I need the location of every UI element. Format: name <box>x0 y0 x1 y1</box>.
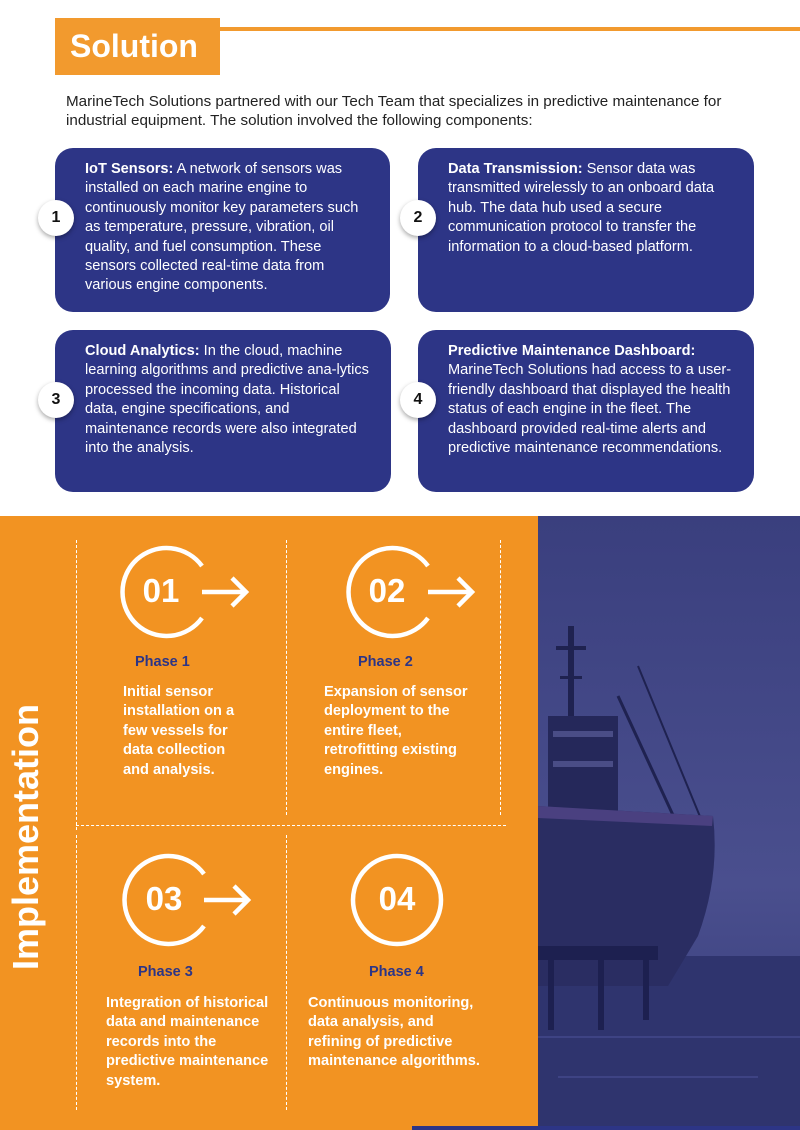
phase-number: 04 <box>378 880 416 917</box>
header-rule <box>210 27 800 31</box>
component-title: IoT Sensors: <box>85 161 174 177</box>
divider <box>76 540 77 830</box>
ship-photo <box>538 516 800 1130</box>
divider <box>286 835 287 1110</box>
phase-label: Phase 2 <box>358 654 413 670</box>
divider <box>76 825 506 826</box>
phase-number: 01 <box>142 572 180 609</box>
phase-description: Expansion of sensor deployment to the entire fleet, retrofitting existing engines. <box>324 684 468 778</box>
phase-description: Continuous monitoring, data analysis, and refining of predictive maintenance algorithms. <box>308 995 480 1070</box>
divider <box>500 540 501 815</box>
implementation-title-text: Implementation <box>5 703 46 970</box>
component-text: A network of sensors was installed on each marine engine to continuously monitor key parameters such as temperature, pressure, vibration, oil quality, and fuel consumption. These sensors collected real-time data from various engine components. <box>85 161 359 294</box>
component-text: MarineTech Solutions had access to a user-friendly dashboard that displayed the health status of each engine in the fleet. The dashboard provided real-time alerts and predictive maintenance recommendations. <box>448 362 732 457</box>
component-text: In the cloud, machine learning algorithms and predictive ana-lytics processed the incoming data. Historical data, engine specifications, and maintenance records were also integrated into the analysis. <box>85 343 369 457</box>
component-text: Sensor data was transmitted wirelessly to an onboard data hub. The data hub used a secure communication protocol to transfer the information to a cloud-based platform. <box>448 161 715 255</box>
phase-number: 02 <box>368 572 406 609</box>
component-title: Predictive Maintenance Dashboard: <box>448 343 696 359</box>
divider <box>286 540 287 815</box>
component-card-3 <box>55 330 391 492</box>
component-card-4 <box>418 330 754 492</box>
ship-illustration <box>538 516 800 1130</box>
divider <box>76 835 77 1110</box>
component-card-1 <box>55 148 390 312</box>
component-number-badge: 2 <box>400 200 436 236</box>
phase-description: Initial sensor installation on a few vessels for data collection and analysis. <box>123 684 235 778</box>
component-title: Cloud Analytics: <box>85 343 200 359</box>
component-number-badge: 4 <box>400 382 436 418</box>
component-number-badge: 3 <box>38 382 74 418</box>
component-number-badge: 1 <box>38 200 74 236</box>
phase-number: 03 <box>145 880 183 917</box>
phase-label: Phase 1 <box>135 654 190 670</box>
component-title: Data Transmission: <box>448 161 583 177</box>
footer-bar <box>412 1126 800 1130</box>
component-card-2 <box>418 148 754 312</box>
intro-paragraph: MarineTech Solutions partnered with our Tech Team that specializes in predictive maintenance for industrial equipment. The solution involved the following components: <box>66 93 722 129</box>
section-title: Solution <box>55 18 220 75</box>
phase-label: Phase 4 <box>369 964 424 980</box>
phase-description: Integration of historical data and maintenance records into the predictive maintenance system. <box>106 995 269 1089</box>
phase-label: Phase 3 <box>138 964 193 980</box>
